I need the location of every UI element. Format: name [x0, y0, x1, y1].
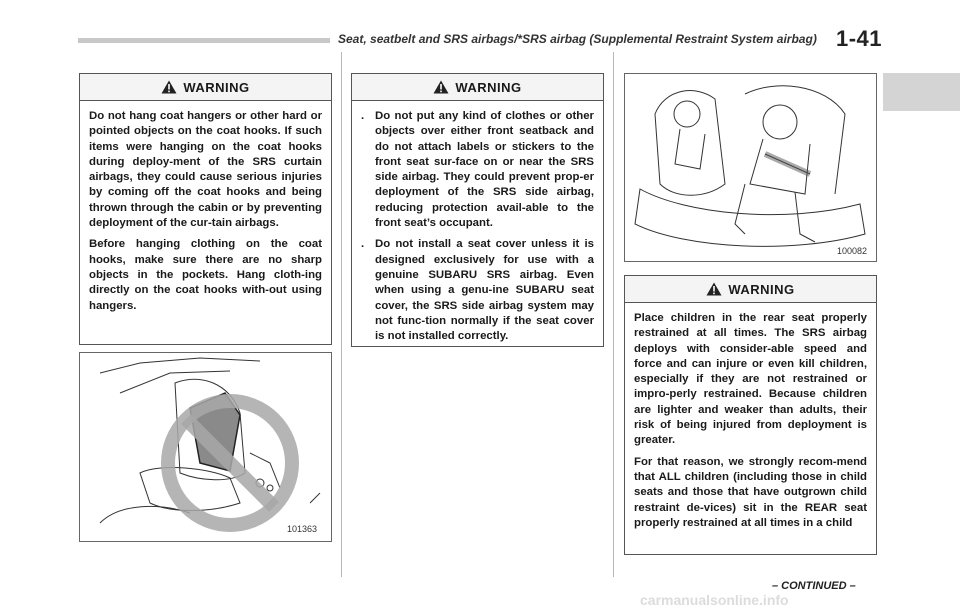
children-rear-seat-illustration [625, 74, 876, 261]
watermark: carmanualsonline.info [640, 592, 789, 608]
bullet: . [361, 238, 365, 251]
warning-header [352, 74, 603, 101]
figure-seat-cover-prohibited [79, 352, 332, 542]
page-number: 1-41 [836, 26, 883, 51]
warning-header [625, 276, 876, 303]
header-rule [78, 38, 330, 43]
column-divider [341, 52, 342, 577]
chapter-tab [883, 73, 960, 111]
warning-list-item [361, 237, 594, 344]
figure-code: 100082 [837, 246, 868, 256]
warning-heading: WARNING [455, 79, 522, 95]
column-divider [613, 52, 614, 577]
bullet: . [361, 110, 365, 122]
warning-paragraph: Before hanging clothing on the coat hooks, make sure there are no sharp objects in the pockets. Hang cloth-ing directly on the coat hooks with-out using hangers. [89, 238, 322, 312]
warning-heading: WARNING [183, 79, 250, 95]
warning-heading: WARNING [728, 281, 795, 297]
seat-cover-prohibited-illustration [80, 353, 331, 541]
warning-paragraph: Place children in the rear seat properly restrained at all times. The SRS airbag deploys with consider-able speed and force and can injure or even kill children, especially if they are not restrained or impro-perly restrained. Because children are lighter and weaker than adults, their risk of being injured from deployment is greater. [634, 312, 867, 447]
continued-label: – CONTINUED – [772, 580, 856, 592]
section-title: Seat, seatbelt and SRS airbags/*SRS airbag (Supplemental Restraint System airbag) [338, 32, 817, 46]
warning-triangle-icon [161, 80, 177, 94]
warning-list-item [361, 109, 594, 231]
warning-paragraph: For that reason, we strongly recom-mend that ALL children (including those in child seats and those that have outgrown child restraint de-vices) sit in the REAR seat properly restrained at all times in a child [634, 455, 867, 529]
warning-header [80, 74, 331, 101]
warning-item-text: Do not put any kind of clothes or other objects over either front seatback and do not attach labels or stickers to the front seat sur-face on or near the SRS side airbag. They could prevent prop-er deployment of the SRS side airbag, reducing protection avail-able to the front seat’s occupant. [375, 110, 594, 230]
warning-box-seatback [351, 73, 604, 347]
warning-triangle-icon [706, 282, 722, 296]
warning-text [80, 101, 331, 324]
warning-text [352, 101, 603, 354]
warning-paragraph: Do not hang coat hangers or other hard or pointed objects on the coat hooks. If such items were hanging on the coat hooks during deploy-ment of the SRS curtain airbags, they could cause serious injuries by coming off the coat hooks and being thrown through the cabin or by preventing deployment of the cur-tain airbags. [89, 110, 322, 230]
warning-box-coat-hooks [79, 73, 332, 345]
warning-box-children [624, 275, 877, 555]
warning-item-text: Do not install a seat cover unless it is designed exclusively for use with a genuine SUBARU SRS airbag. Even when using a genu-ine SUBARU seat cover, the SRS side airbag system may not func-tion normally if the seat cover is not installed correctly. [375, 238, 594, 343]
figure-code: 101363 [287, 524, 318, 534]
figure-children-rear-seat [624, 73, 877, 262]
warning-text [625, 303, 876, 541]
warning-triangle-icon [433, 80, 449, 94]
